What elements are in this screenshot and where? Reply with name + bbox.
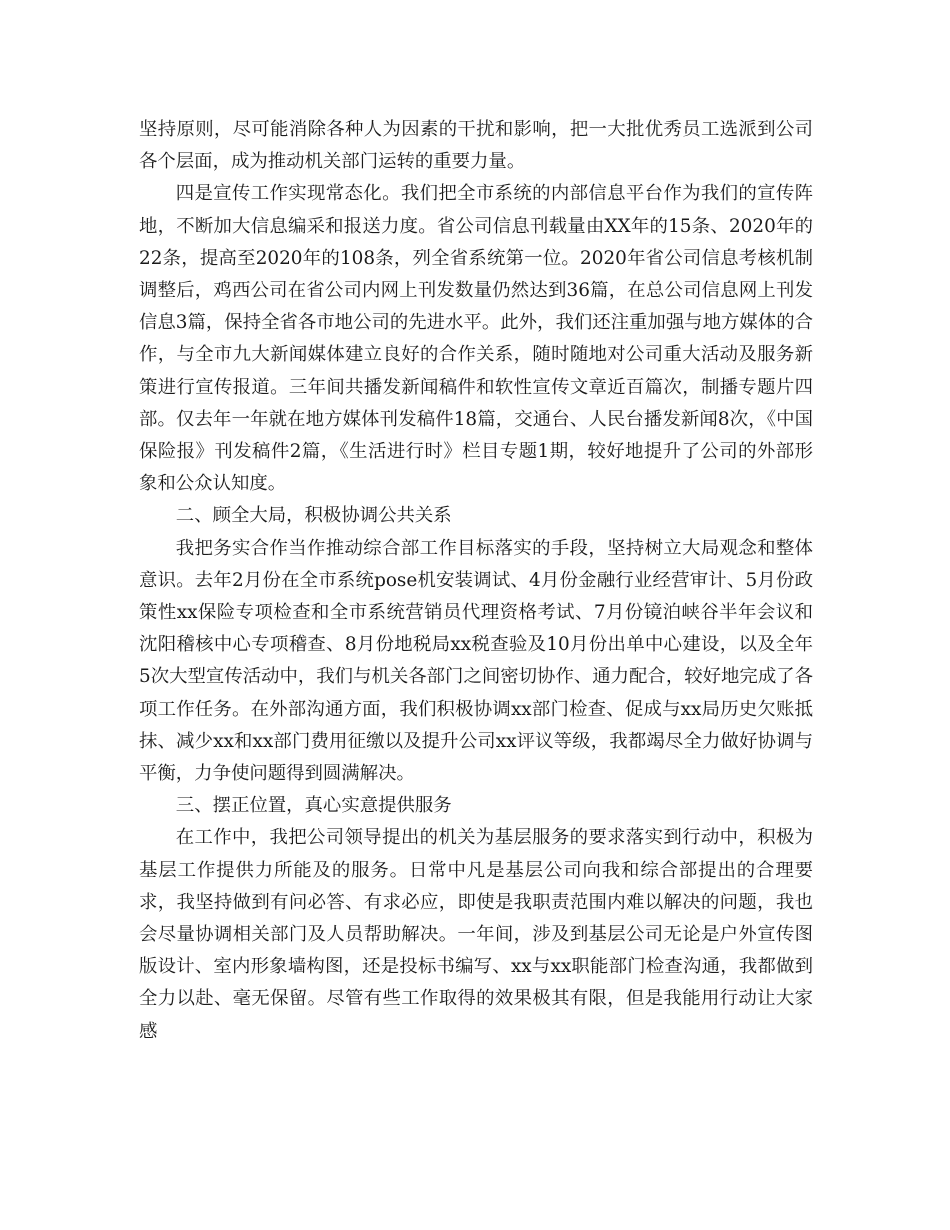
paragraph-3: 我把务实合作当作推动综合部工作目标落实的手段，坚持树立大局观念和整体意识。去年2月份在全市系统pose机安装调试、4月份金融行业经营审计、5月份政策性xx保险专项检查和全市系统营销员代理资格考试、7月份镜泊峡谷半年会议和沈阳稽核中心专项稽查、8月份地税局xx税查验及10月份出单中心建设，以及全年5次大型宣传活动中，我们与机关各部门之间密切协作、通力配合，较好地完成了各项工作任务。在外部沟通方面，我们积极协调xx部门检查、促成与xx局历史欠账抵抹、减少xx和xx部门费用征缴以及提升公司xx评议等级，我都竭尽全力做好协调与平衡，力争使问题得到圆满解决。 [139, 537, 813, 785]
paragraph-1: 坚持原则，尽可能消除各种人为因素的干扰和影响，把一大批优秀员工选派到公司各个层面，成为推动机关部门运转的重要力量。 [139, 119, 813, 173]
paragraph-2: 四是宣传工作实现常态化。我们把全市系统的内部信息平台作为我们的宣传阵地，不断加大信息编采和报送力度。省公司信息刊载量由XX年的15条、2020年的22条，提高至2020年的108条，列全省系统第一位。2020年省公司信息考核机制调整后，鸡西公司在省公司内网上刊发数量仍然达到36篇，在总公司信息网上刊发信息3篇，保持全省各市地公司的先进水平。此外，我们还注重加强与地方媒体的合作，与全市九大新闻媒体建立良好的合作关系，随时随地对公司重大活动及服务新策进行宣传报道。三年间共播发新闻稿件和软性宣传文章近百篇次，制播专题片四部。仅去年一年就在地方媒体刊发稿件18篇，交通台、人民台播发新闻8次，《中国保险报》刊发稿件2篇，《生活进行时》栏目专题1期，较好地提升了公司的外部形象和公众认知度。 [139, 183, 813, 495]
paragraph-4: 在工作中，我把公司领导提出的机关为基层服务的要求落实到行动中，积极为基层工作提供力所能及的服务。日常中凡是基层公司向我和综合部提出的合理要求，我坚持做到有问必答、有求必应，即使是我职责范围内难以解决的问题，我也会尽量协调相关部门及人员帮助解决。一年间，涉及到基层公司无论是户外宣传图版设计、室内形象墙构图，还是投标书编写、xx与xx职能部门检查沟通，我都做到全力以赴、毫无保留。尽管有些工作取得的效果极其有限，但是我能用行动让大家感 [139, 827, 813, 1042]
section-heading-2: 二、顾全大局，积极协调公共关系 [175, 505, 452, 527]
document-body [139, 114, 813, 1048]
section-heading-3: 三、摆正位置，真心实意提供服务 [175, 795, 452, 817]
